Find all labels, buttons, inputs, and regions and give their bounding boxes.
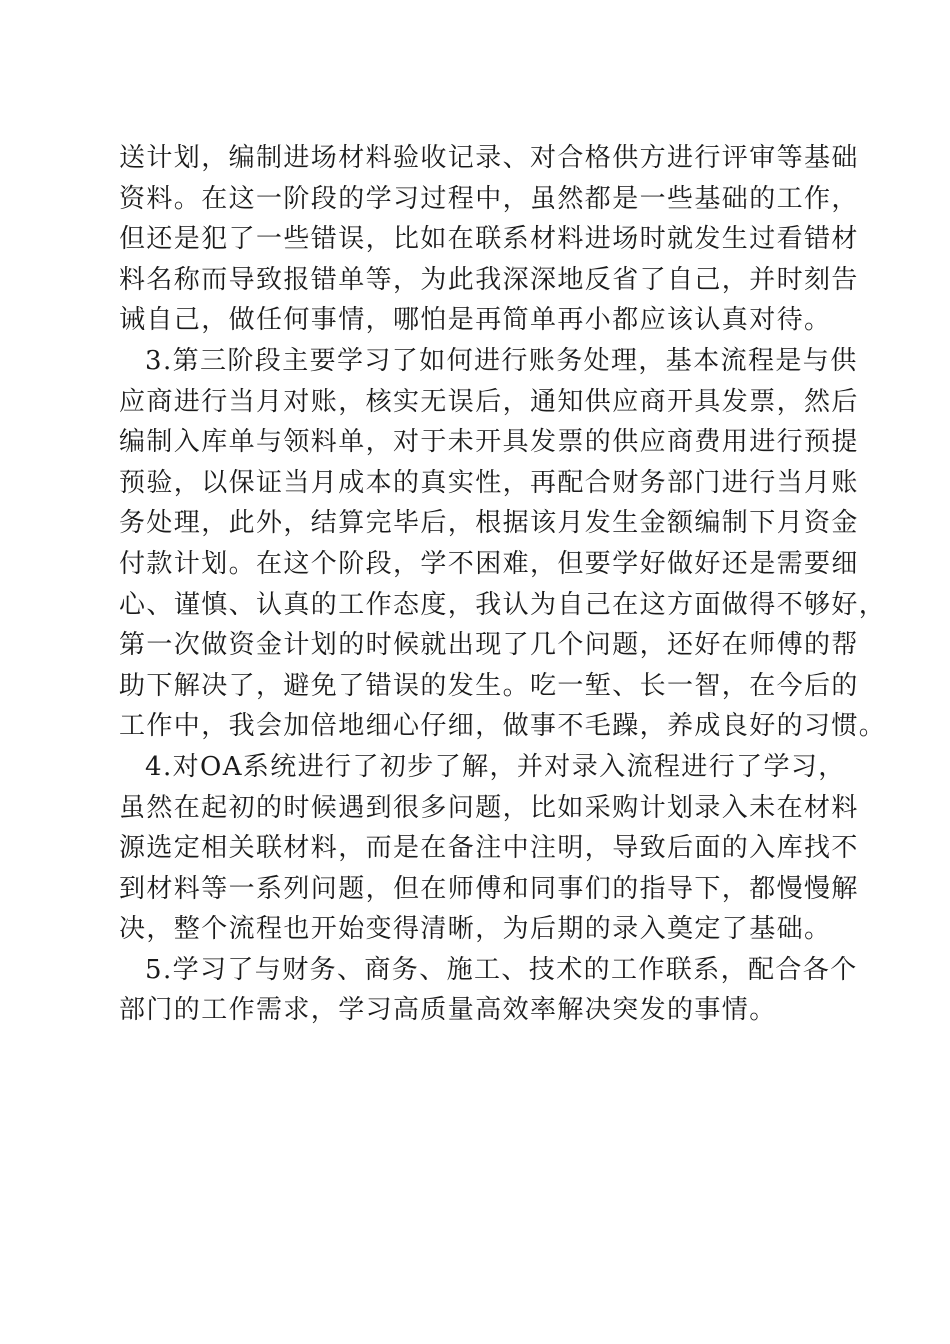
text-line: 预验，以保证当月成本的真实性，再配合财务部门进行当月账: [119, 467, 859, 498]
text-line: 到材料等一系列问题，但在师傅和同事们的指导下，都慢慢解: [119, 873, 859, 904]
text-line: 第一次做资金计划的时候就出现了几个问题，还好在师傅的帮: [119, 630, 859, 661]
text-line: 5.学习了与财务、商务、施工、技术的工作联系，配合各个: [145, 954, 858, 985]
text-line: 但还是犯了一些错误，比如在联系材料进场时就发生过看错材: [119, 224, 859, 255]
text-line: 付款计划。在这个阶段，学不困难，但要学好做好还是需要细: [119, 548, 859, 579]
document-body: [119, 138, 887, 1031]
text-line: 应商进行当月对账，核实无误后，通知供应商开具发票，然后: [119, 386, 859, 417]
text-line: 源选定相关联材料，而是在备注中注明，导致后面的入库找不: [119, 833, 859, 864]
text-line: 4.对OA系统进行了初步了解，并对录入流程进行了学习，: [145, 751, 846, 782]
paragraph-item-5: [119, 950, 858, 1031]
paragraph-item-4: [119, 747, 859, 950]
text-line: 虽然在起初的时候遇到很多问题，比如采购计划录入未在材料: [119, 792, 859, 823]
text-line: 务处理，此外，结算完毕后，根据该月发生金额编制下月资金: [119, 508, 859, 539]
text-line: 部门的工作需求，学习高质量高效率解决突发的事情。: [119, 995, 777, 1026]
paragraph-item-3: [119, 341, 887, 747]
text-line: 送计划，编制进场材料验收记录、对合格供方进行评审等基础: [119, 143, 859, 173]
text-line: 料名称而导致报错单等，为此我深深地反省了自己，并时刻告: [119, 264, 859, 295]
text-line: 诫自己，做任何事情，哪怕是再简单再小都应该认真对待。: [119, 305, 832, 336]
text-line: 资料。在这一阶段的学习过程中，虽然都是一些基础的工作，: [119, 183, 859, 214]
text-line: 助下解决了，避免了错误的发生。吃一堑、长一智，在今后的: [119, 670, 859, 701]
text-line: 编制入库单与领料单，对于未开具发票的供应商费用进行预提: [119, 427, 859, 458]
text-line: 心、谨慎、认真的工作态度，我认为自己在这方面做得不够好，: [119, 589, 887, 620]
text-line: 决，整个流程也开始变得清晰，为后期的录入奠定了基础。: [119, 914, 832, 945]
text-line: 工作中，我会加倍地细心仔细，做事不毛躁，养成良好的习惯。: [119, 711, 887, 742]
text-line: 3.第三阶段主要学习了如何进行账务处理，基本流程是与供: [145, 345, 858, 376]
paragraph-continuation: [119, 138, 859, 341]
